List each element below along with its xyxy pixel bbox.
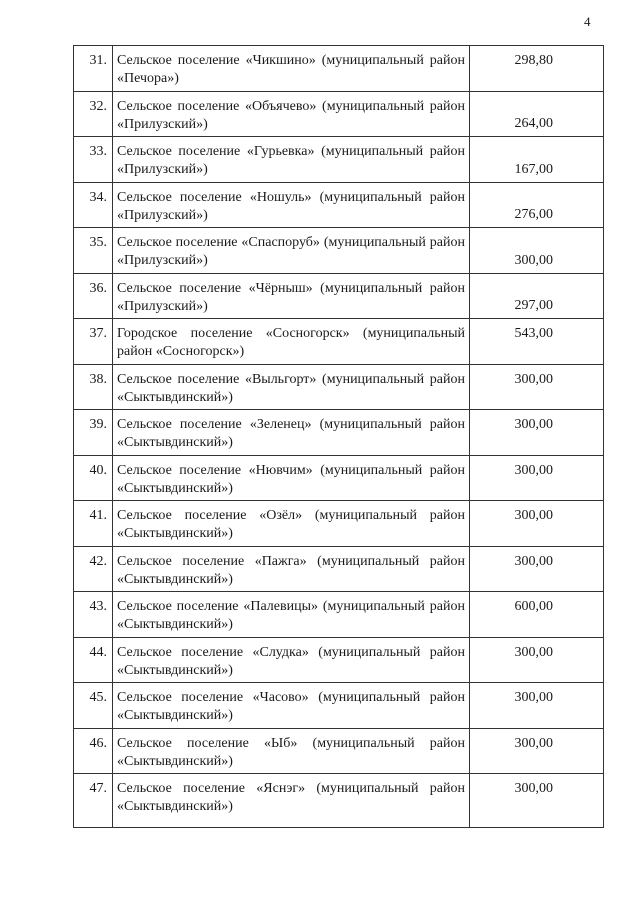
settlement-name: Сельское поселение «Чёрныш» (муниципальный район «Прилузский») <box>113 273 470 319</box>
amount-value: 276,00 <box>470 182 604 228</box>
amount-value: 300,00 <box>470 774 604 828</box>
row-number: 32. <box>74 91 113 137</box>
settlement-name: Сельское поселение «Пажга» (муниципальный район «Сыктывдинский») <box>113 546 470 592</box>
row-number: 41. <box>74 501 113 547</box>
amount-value: 300,00 <box>470 637 604 683</box>
row-number: 42. <box>74 546 113 592</box>
row-number: 45. <box>74 683 113 729</box>
settlement-name: Городское поселение «Сосногорск» (муниципальный район «Сосногорск») <box>113 319 470 365</box>
table-row <box>74 228 604 274</box>
table-row <box>74 728 604 774</box>
table-row <box>74 592 604 638</box>
amount-value: 543,00 <box>470 319 604 365</box>
table-row <box>74 364 604 410</box>
table-row <box>74 410 604 456</box>
row-number: 43. <box>74 592 113 638</box>
row-number: 31. <box>74 46 113 92</box>
row-number: 39. <box>74 410 113 456</box>
amount-value: 298,80 <box>470 46 604 92</box>
amount-value: 300,00 <box>470 728 604 774</box>
table-row <box>74 637 604 683</box>
amount-value: 300,00 <box>470 410 604 456</box>
row-number: 47. <box>74 774 113 828</box>
row-number: 35. <box>74 228 113 274</box>
table-row <box>74 91 604 137</box>
table-row <box>74 501 604 547</box>
row-number: 34. <box>74 182 113 228</box>
settlement-name: Сельское поселение «Нювчим» (муниципальный район «Сыктывдинский») <box>113 455 470 501</box>
amount-value: 300,00 <box>470 455 604 501</box>
amount-value: 600,00 <box>470 592 604 638</box>
settlement-name: Сельское поселение «Яснэг» (муниципальный район «Сыктывдинский») <box>113 774 470 828</box>
table-row <box>74 774 604 828</box>
amount-value: 300,00 <box>470 501 604 547</box>
table-row <box>74 273 604 319</box>
table-row <box>74 683 604 729</box>
row-number: 33. <box>74 137 113 183</box>
table-row <box>74 455 604 501</box>
amount-value: 300,00 <box>470 228 604 274</box>
table-row <box>74 46 604 92</box>
settlements-table <box>73 45 604 828</box>
settlement-name: Сельское поселение «Озёл» (муниципальный район «Сыктывдинский») <box>113 501 470 547</box>
row-number: 44. <box>74 637 113 683</box>
settlement-name: Сельское поселение «Спаспоруб» (муниципальный район «Прилузский») <box>113 228 470 274</box>
amount-value: 300,00 <box>470 546 604 592</box>
row-number: 38. <box>74 364 113 410</box>
table-row <box>74 319 604 365</box>
table-row <box>74 182 604 228</box>
settlement-name: Сельское поселение «Ношуль» (муниципальный район «Прилузский») <box>113 182 470 228</box>
amount-value: 300,00 <box>470 683 604 729</box>
settlement-name: Сельское поселение «Слудка» (муниципальный район «Сыктывдинский») <box>113 637 470 683</box>
amount-value: 264,00 <box>470 91 604 137</box>
table-row <box>74 546 604 592</box>
settlement-name: Сельское поселение «Гурьевка» (муниципальный район «Прилузский») <box>113 137 470 183</box>
row-number: 37. <box>74 319 113 365</box>
table-body <box>74 46 604 828</box>
settlement-name: Сельское поселение «Часово» (муниципальный район «Сыктывдинский») <box>113 683 470 729</box>
settlement-name: Сельское поселение «Зеленец» (муниципальный район «Сыктывдинский») <box>113 410 470 456</box>
amount-value: 297,00 <box>470 273 604 319</box>
table-row <box>74 137 604 183</box>
settlement-name: Сельское поселение «Чикшино» (муниципальный район «Печора») <box>113 46 470 92</box>
settlement-name: Сельское поселение «Ыб» (муниципальный район «Сыктывдинский») <box>113 728 470 774</box>
amount-value: 300,00 <box>470 364 604 410</box>
row-number: 40. <box>74 455 113 501</box>
settlement-name: Сельское поселение «Палевицы» (муниципальный район «Сыктывдинский») <box>113 592 470 638</box>
page-number: 4 <box>584 14 591 29</box>
amount-value: 167,00 <box>470 137 604 183</box>
settlement-name: Сельское поселение «Выльгорт» (муниципальный район «Сыктывдинский») <box>113 364 470 410</box>
row-number: 36. <box>74 273 113 319</box>
settlement-name: Сельское поселение «Объячево» (муниципальный район «Прилузский») <box>113 91 470 137</box>
row-number: 46. <box>74 728 113 774</box>
